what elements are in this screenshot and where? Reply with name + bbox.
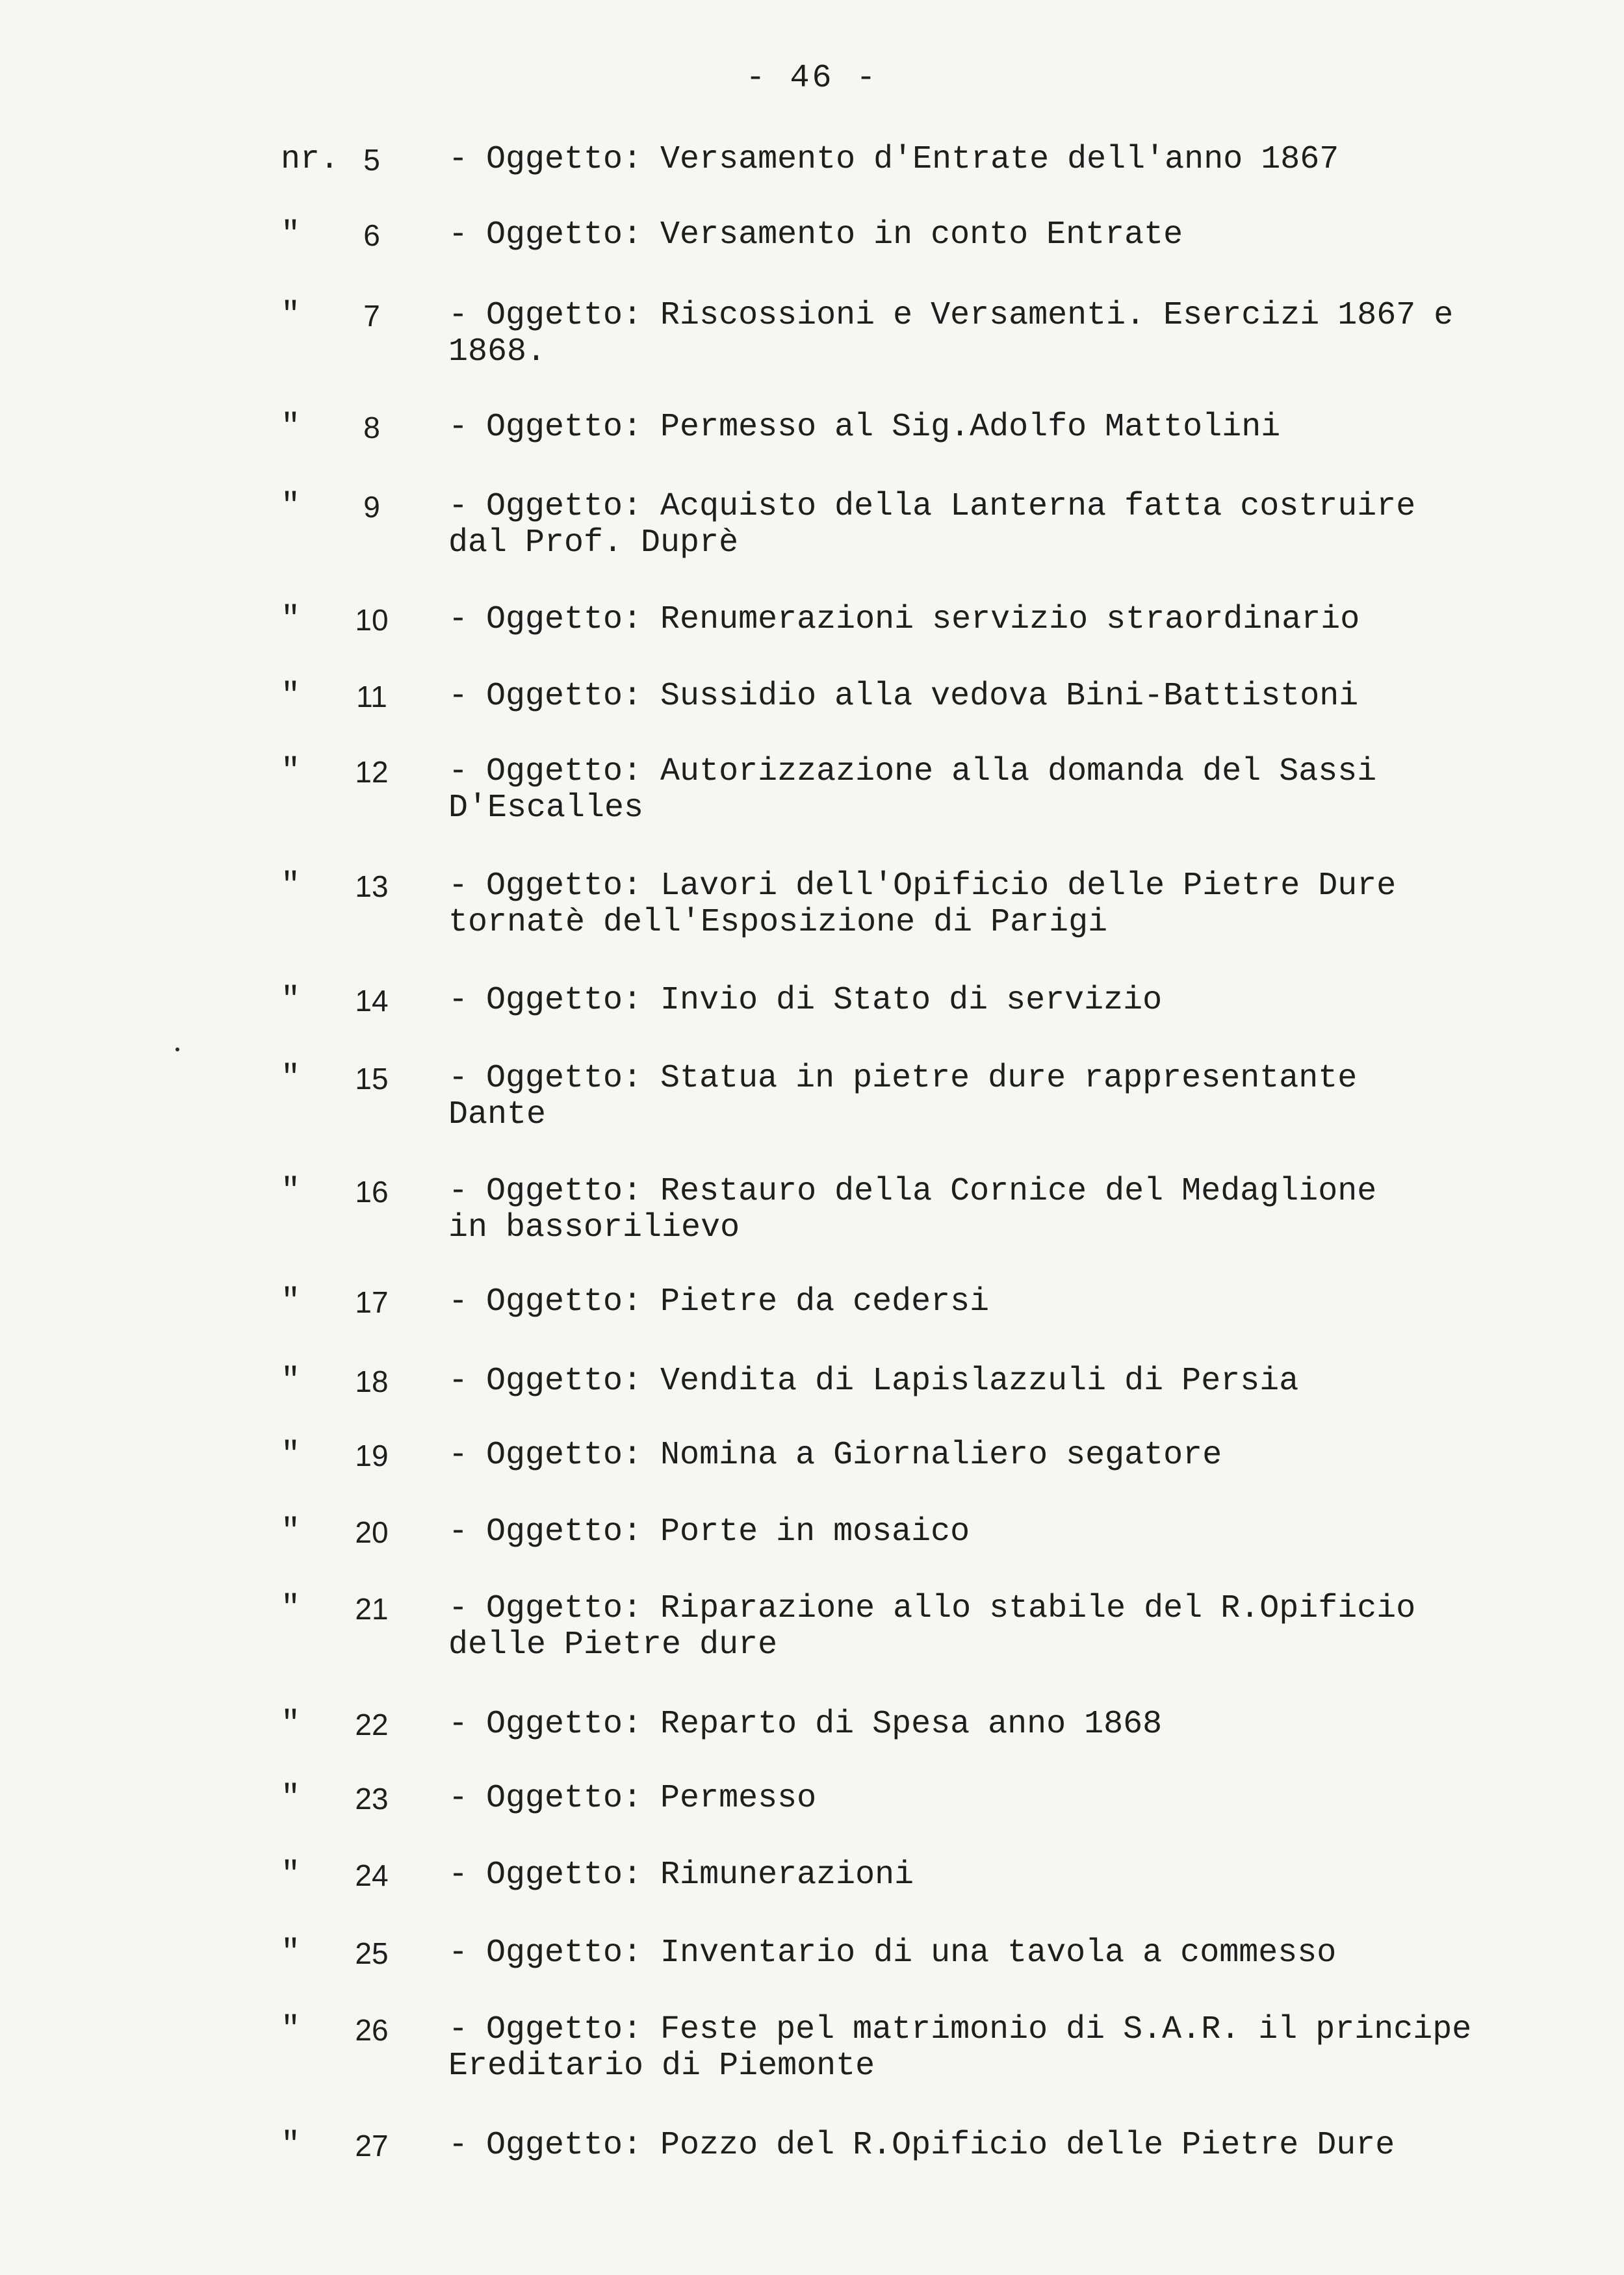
entry-number: 11 [356,680,387,713]
ink-speck [175,1048,179,1051]
entry-prefix: " [281,216,301,253]
entry-text: - Oggetto: Pietre da cedersi [448,1283,990,1320]
entry-prefix: " [281,297,301,334]
entry-prefix: " [281,1934,301,1972]
entry-prefix: " [281,409,301,446]
entry-text: - Oggetto: Invio di Stato di servizio [448,982,1163,1019]
entry-number: 15 [355,1062,389,1096]
entry-prefix: " [281,1590,301,1627]
entry-prefix: " [281,2011,301,2048]
entry-prefix: " [281,982,301,1019]
entry-prefix: " [281,1363,301,1400]
entry-prefix: " [281,1513,301,1550]
entry-prefix: nr. [281,141,340,178]
entry-number: 19 [355,1439,389,1472]
entry-number: 5 [363,143,380,177]
entry-text: - Oggetto: Permesso [448,1780,817,1817]
entry-number: 21 [355,1592,389,1626]
entry-number: 12 [355,755,389,789]
entry-number: 9 [363,490,380,524]
entry-text: - Oggetto: Porte in mosaico [448,1513,970,1550]
entry-text: - Oggetto: Versamento in conto Entrate [448,216,1183,253]
entry-text: - Oggetto: Versamento d'Entrate dell'anno 1867 [448,141,1339,178]
entry-text: - Oggetto: Riparazione allo stabile del R.Opificio delle Pietre dure [448,1590,1416,1664]
entry-prefix: " [281,753,301,790]
entry-text: - Oggetto: Autorizzazione alla domanda del Sassi D'Escalles [448,753,1377,827]
entry-text: - Oggetto: Reparto di Spesa anno 1868 [448,1706,1163,1743]
entry-text: - Oggetto: Pozzo del R.Opificio delle Pietre Dure [448,2127,1395,2164]
entry-text: - Oggetto: Feste pel matrimonio di S.A.R. il principe Ereditario di Piemonte [448,2011,1472,2085]
entry-number: 7 [363,299,380,333]
entry-prefix: " [281,868,301,905]
entry-prefix: " [281,1283,301,1320]
page-number: - 46 - [745,60,879,97]
entry-number: 14 [355,984,389,1018]
entry-number: 10 [355,603,389,637]
entry-text: - Oggetto: Inventario di una tavola a commesso [448,1934,1337,1972]
entry-text: - Oggetto: Restauro della Cornice del Medaglione in bassorilievo [448,1173,1377,1246]
entry-prefix: " [281,678,301,715]
entry-prefix: " [281,601,301,638]
entry-text: - Oggetto: Riscossioni e Versamenti. Esercizi 1867 e 1868. [448,297,1454,370]
entry-number: 8 [363,411,380,444]
entry-text: - Oggetto: Vendita di Lapislazzuli di Persia [448,1363,1299,1400]
entry-text: - Oggetto: Nomina a Giornaliero segatore [448,1437,1222,1474]
entry-number: 16 [355,1175,389,1209]
entry-number: 17 [355,1285,389,1319]
entry-text: - Oggetto: Permesso al Sig.Adolfo Mattolini [448,409,1281,446]
entry-prefix: " [281,2127,301,2164]
entry-number: 23 [355,1782,389,1816]
entry-prefix: " [281,1706,301,1743]
entry-number: 18 [355,1365,389,1398]
entry-text: - Oggetto: Renumerazioni servizio straordinario [448,601,1360,638]
entry-number: 27 [355,2129,389,2163]
entry-text: - Oggetto: Lavori dell'Opificio delle Pietre Dure tornatè dell'Esposizione di Parigi [448,868,1397,941]
entry-prefix: " [281,1060,301,1097]
entry-number: 26 [355,2013,389,2047]
entry-text: - Oggetto: Rimunerazioni [448,1857,914,1894]
entry-text: - Oggetto: Acquisto della Lanterna fatta costruire dal Prof. Duprè [448,488,1416,561]
entry-prefix: " [281,1857,301,1894]
entry-prefix: " [281,488,301,525]
entry-text: - Oggetto: Sussidio alla vedova Bini-Battistoni [448,678,1359,715]
entry-number: 6 [363,218,380,252]
entry-text: - Oggetto: Statua in pietre dure rappresentante Dante [448,1060,1358,1133]
entry-prefix: " [281,1780,301,1817]
entry-prefix: " [281,1173,301,1210]
entry-number: 13 [355,869,389,903]
entry-number: 25 [355,1936,389,1970]
entry-number: 24 [355,1858,389,1892]
entry-prefix: " [281,1437,301,1474]
entry-number: 22 [355,1708,389,1742]
entry-number: 20 [355,1515,389,1549]
